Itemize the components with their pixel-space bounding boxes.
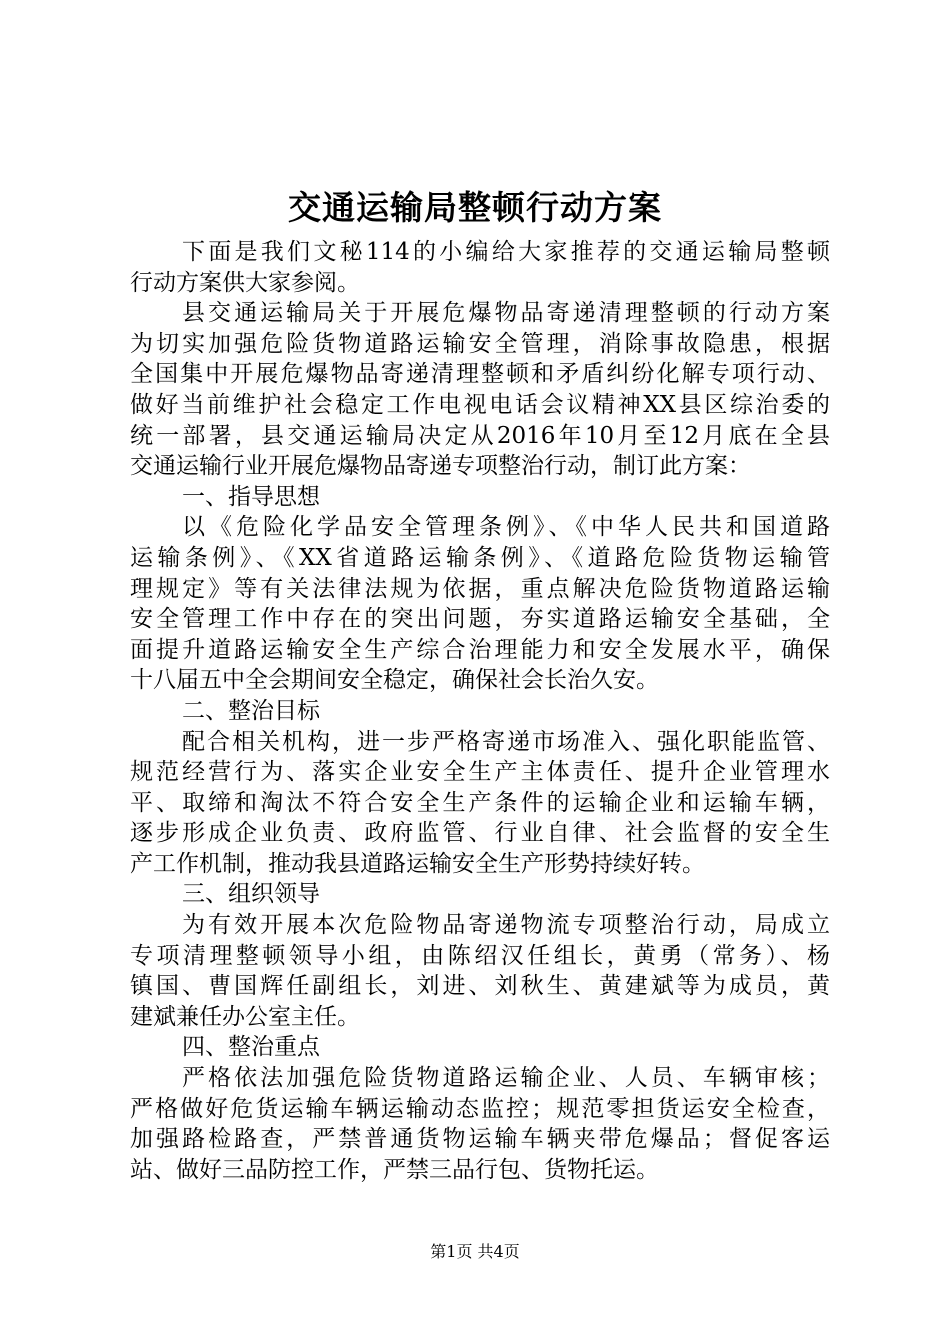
text-line: 面提升道路运输安全生产综合治理能力和安全发展水平，确保 xyxy=(130,636,830,663)
text-line: 平、取缔和淘汰不符合安全生产条件的运输企业和运输车辆， xyxy=(130,789,830,816)
text-line: 专项清理整顿领导小组，由陈绍汉任组长，黄勇（常务）、杨 xyxy=(130,942,830,969)
text-line: 加强路检路查，严禁普通货物运输车辆夹带危爆品；督促客运 xyxy=(130,1126,830,1153)
text-line: 为切实加强危险货物道路运输安全管理，消除事故隐患，根据 xyxy=(130,330,830,357)
text-line: 下面是我们文秘114的小编给大家推荐的交通运输局整顿 xyxy=(182,239,830,265)
text-line: 逐步形成企业负责、政府监管、行业自律、社会监督的安全生 xyxy=(130,820,830,847)
text-line: 县交通运输局关于开展危爆物品寄递清理整顿的行动方案 xyxy=(182,300,830,327)
text-line: 配合相关机构，进一步严格寄递市场准入、强化职能监管、 xyxy=(182,728,830,755)
text-line: 产工作机制，推动我县道路运输安全生产形势持续好转。 xyxy=(130,850,705,877)
text-line: 一、指导思想 xyxy=(182,483,320,510)
text-line: 运输条例》、《XX省道路运输条例》、《道路危险货物运输管 xyxy=(130,544,830,571)
text-line: 交通运输行业开展危爆物品寄递专项整治行动，制订此方案： xyxy=(130,453,751,480)
text-line: 为有效开展本次危险物品寄递物流专项整治行动，局成立 xyxy=(182,912,830,939)
text-line: 四、整治重点 xyxy=(182,1034,320,1061)
text-line: 行动方案供大家参阅。 xyxy=(130,269,360,296)
text-line: 规范经营行为、落实企业安全生产主体责任、提升企业管理水 xyxy=(130,759,830,786)
page-footer: 第1页 共4页 xyxy=(430,1242,520,1261)
text-line: 十八届五中全会期间安全稳定，确保社会长治久安。 xyxy=(130,667,659,694)
text-line: 以《危险化学品安全管理条例》、《中华人民共和国道路 xyxy=(182,514,830,541)
text-line: 二、整治目标 xyxy=(182,697,320,724)
text-line: 统一部署，县交通运输局决定从2016年10月至12月底在全县 xyxy=(130,422,830,449)
text-line: 严格做好危货运输车辆运输动态监控；规范零担货运安全检查， xyxy=(130,1095,830,1122)
text-line: 三、组织领导 xyxy=(182,881,320,908)
document-title: 交通运输局整顿行动方案 xyxy=(288,188,662,227)
text-line: 安全管理工作中存在的突出问题，夯实道路运输安全基础，全 xyxy=(130,606,830,633)
text-line: 做好当前维护社会稳定工作电视电话会议精神XX县区综治委的 xyxy=(130,391,830,418)
text-line: 站、做好三品防控工作，严禁三品行包、货物托运。 xyxy=(130,1156,659,1183)
text-line: 建斌兼任办公室主任。 xyxy=(130,1003,360,1030)
text-line: 镇国、曹国辉任副组长，刘进、刘秋生、黄建斌等为成员，黄 xyxy=(130,973,830,1000)
text-line: 严格依法加强危险货物道路运输企业、人员、车辆审核； xyxy=(182,1065,830,1092)
text-line: 理规定》等有关法律法规为依据，重点解决危险货物道路运输 xyxy=(130,575,830,602)
document-body xyxy=(130,237,830,1185)
text-line: 全国集中开展危爆物品寄递清理整顿和矛盾纠纷化解专项行动、 xyxy=(130,361,830,388)
